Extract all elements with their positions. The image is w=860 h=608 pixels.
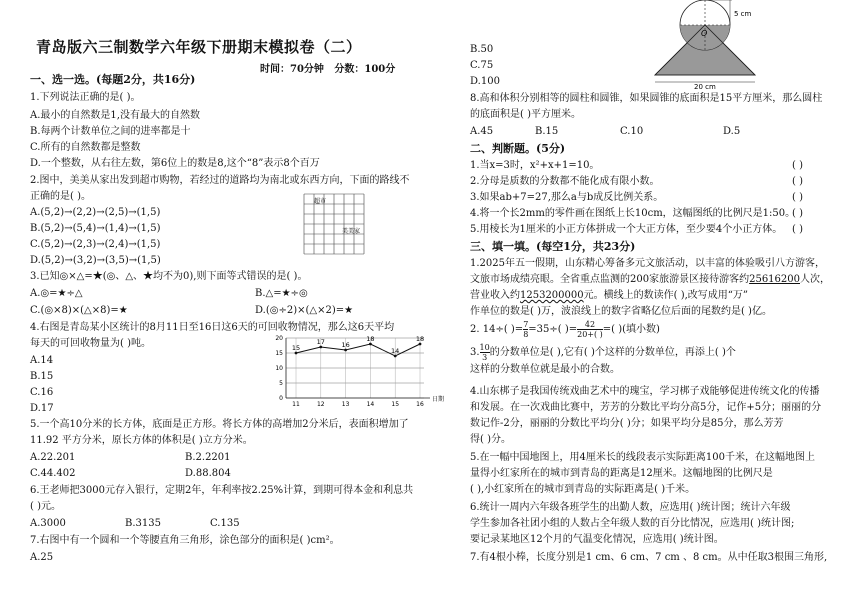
y-tick-label: 5 [279,380,283,387]
section-choice-heading: 一、选一选。(每题2分，共16分) [30,73,196,86]
section-judge-heading: 二、判断题。(5分) [470,142,566,155]
q8-option-a: A.45 [470,126,494,137]
fill-1-line3-pre: 营业收入约 [470,290,520,301]
y-tick-label: 10 [275,365,283,372]
x-tick-label: 15 [391,401,400,408]
exam-meta [260,60,395,75]
fill-2-b: =35÷( )= [528,324,578,335]
fill-4-line4: 得( )分。 [470,434,511,445]
y-tick-label: 0 [279,395,283,402]
judge-1: 1.当x=3时，x²+x+1=10。 [470,160,600,171]
q8-option-c: C.10 [620,126,644,137]
fill-3-fraction [480,343,490,362]
data-label: 18 [415,335,425,343]
wavy-number: 1253200000 [520,290,584,301]
fill-3-pre: 3. [470,347,480,358]
q2-text: 2.图中，美美从家出发到超市购物，若经过的道路均为南北或东西方向，下面的路线不 [30,175,410,186]
fill-1-line2-suf: 人次， [800,274,830,285]
score-label: 分数：100分 [334,64,396,75]
time-label: 时间：70分钟 [260,64,324,75]
q4-option-a: A.14 [30,355,54,366]
q3-text: 3.已知◎×△=★(◎、△、★均不为0),则下面等式错误的是( )。 [30,271,308,282]
q5-text: 5.一个高10分米的长方体，底面是正方形。将长方体的高增加2分米后，表面积增加了 [30,419,409,430]
q6-text: 6.王老师把3000元存入银行，定期2年，年利率按2.25%计算，到期可得本金和利息共 [30,485,414,496]
fill-2-fraction-denominator: 8 [523,330,529,339]
q7-option-a: A.25 [30,552,54,563]
q8-text: 8.高和体积分别相等的圆柱和圆锥，如果圆锥的底面积是15平方厘米，那么圆柱 [470,93,823,104]
q2-option-b: B.(5,2)→(5,4)→(1,4)→(1,5) [30,223,161,234]
data-label: 14 [391,347,400,355]
q8-text-cont: 的底面积是( )平方厘米。 [470,109,581,120]
q2-option-d: D.(5,2)→(3,2)→(3,5)→(1,5) [30,255,161,266]
data-point [419,343,422,346]
y-tick-label: 15 [275,350,283,357]
q6-option-b: B.3135 [125,518,161,529]
fill-2-fraction-numerator: 7 [523,320,529,329]
q2-option-a: A.(5,2)→(2,2)→(2,5)→(1,5) [30,207,161,218]
fill-4-line3: 数记作-2分，丽丽的分数比平均分( )分；如果平均分是85分，那么芳芳 [470,418,784,429]
data-label: 18 [366,335,375,343]
fill-2-fraction2-numerator: 42 [577,320,603,330]
series-line [296,344,420,356]
q1-option-a: A.最小的自然数是1,没有最大的自然数 [30,110,200,121]
q4-option-b: B.15 [30,371,54,382]
q5-option-d: D.88.804 [185,468,231,479]
judge-2-paren: ( ) [792,176,803,187]
fill-3-denominator: 3 [482,353,488,362]
fill-1-line3-suf: 元。横线上的数读作( ),改写成用“万” [583,290,749,301]
q7-circle-triangle-figure [650,0,780,90]
q2-text-cont: 正确的是( )。 [30,191,91,202]
x-tick-label: 13 [341,401,350,408]
center-label: O [701,29,708,38]
q6-option-c: C.135 [210,518,240,529]
fill-3-line2: 这样的分数单位就是最小的合数。 [470,364,620,375]
judge-3-paren: ( ) [792,192,803,203]
radius-label: 5 cm [734,10,752,18]
judge-4: 4.将一个长2mm的零件画在图纸上长10cm，这幅图纸的比例尺是1:50。 [470,208,796,219]
judge-5: 5.用棱长为1厘米的小正方体拼成一个大正方体，至少要4个小正方体。 [470,224,783,235]
fill-6: 6.统计一周内六年级各班学生的出勤人数，应选用( )统计图；统计六年级 [470,502,791,513]
base-label: 20 cm [694,83,716,90]
fill-2-a: 2. 14÷( )= [470,324,524,335]
q6-text-cont: ( )元。 [30,501,61,512]
q7-text: 7.右图中有一个圆和一个等腰直角三角形，涂色部分的面积是( )cm²。 [30,535,340,546]
judge-5-paren: ( ) [792,224,803,235]
q3-option-c: C.(◎×8)×(△×8)=★ [30,305,128,316]
fill-2-c: =( )(填小数) [602,324,660,335]
data-label: 16 [341,341,350,349]
fill-1-line2 [470,274,830,286]
q4-option-c: C.16 [30,387,54,398]
q1-text: 1.下列说法正确的是( )。 [30,92,141,103]
data-point [344,349,347,352]
fill-2-fraction2-denominator: 20+( ) [577,330,603,339]
underlined-number: 25616200 [749,274,800,285]
data-point [369,343,372,346]
data-point [394,355,397,358]
q3-option-d: D.(◎÷2)×(△×2)=★ [255,305,354,316]
fill-4: 4.山东梆子是我国传统戏曲艺术中的瑰宝，学习梆子戏能够促进传统文化的传播 [470,386,820,397]
fill-5-line2: 量得小红家所在的城市到青岛的距离是12厘米。这幅地图的比例尺是 [470,468,773,479]
section-fill-heading: 三、填一填。(每空1分，共23分) [470,240,636,253]
q7-option-b: B.50 [470,44,494,55]
y-tick-label: 20 [275,335,283,342]
q5-text-cont: 11.92 平方分米，原长方体的体积是( )立方分米。 [30,435,253,446]
x-axis-label: 日期 [432,396,445,403]
fill-2-fraction2 [577,320,603,339]
q2-map-grid [300,190,368,258]
fill-6-line3: 要记录某地区12个月的气温变化情况，应选用( )统计图。 [470,534,724,545]
x-tick-label: 16 [416,401,424,408]
q8-option-b: B.15 [535,126,559,137]
q3-option-a: A.◎=★÷△ [30,288,83,299]
q7-option-d: D.100 [470,76,500,87]
data-point [319,346,322,349]
judge-2: 2.分母是质数的分数都不能化成有限小数。 [470,176,660,187]
data-label: 15 [291,344,301,352]
data-point [295,352,298,355]
fill-6-line2: 学生参加各社团小组的人数占全年级人数的百分比情况，应选用( )统计图; [470,518,795,529]
q1-option-c: C.所有的自然数都是整数 [30,142,141,153]
fill-1-line3 [470,290,748,302]
q4-option-d: D.17 [30,403,54,414]
fill-2 [470,320,660,339]
page-title: 青岛版六三制数学六年级下册期末模拟卷（二） [36,38,362,56]
q6-option-a: A.3000 [30,518,66,529]
fill-1-line2-pre: 文旅市场成绩亮眼。全省重点监测的200家旅游景区接待游客约 [470,274,750,285]
map-supermarket-label: 超市 [314,198,327,205]
fill-5: 5.在一幅中国地图上，用4厘米长的线段表示实际距离100千米，在这幅地图上 [470,452,815,463]
q3-option-b: B.△=★÷◎ [255,288,308,299]
fill-3-suf: 的分数单位是( ),它有( )个这样的分数单位，再添上( )个 [489,347,736,358]
q8-option-d: D.5 [723,126,741,137]
fill-7: 7.有4根小棒，长度分别是1 cm、6 cm、7 cm 、8 cm。从中任取3根围三角形, [470,552,828,563]
map-home-label: 美美家 [342,228,361,235]
x-tick-label: 14 [366,401,375,408]
fill-1: 1.2025年五一假期，山东精心筹备多元文旅活动，以丰富的体验吸引八方游客， [470,258,825,269]
fill-1-line4: 作单位的数是( )万，波浪线上的数字省略亿位后面的尾数约是( )亿。 [470,306,772,317]
q5-option-b: B.2.2201 [185,452,231,463]
fill-4-line2: 和发展。在一次戏曲比赛中，芳芳的分数比平均分高5分，记作+5分；丽丽的分 [470,402,822,413]
fill-5-line3: ( ),小红家所在的城市到青岛的实际距离是( )千米。 [470,484,696,495]
q5-option-a: A.22.201 [30,452,76,463]
q1-option-b: B.每两个计数单位之间的进率都是十 [30,126,191,137]
data-label: 17 [316,338,325,346]
q5-option-c: C.44.402 [30,468,76,479]
q7-option-c: C.75 [470,60,494,71]
q4-text: 4.右图是青岛某小区统计的8月11日至16日这6天的可回收物情况，那么这6天平均 [30,322,395,333]
q4-line-chart [264,332,454,412]
q2-option-c: C.(5,2)→(2,3)→(2,4)→(1,5) [30,239,161,250]
q4-text-cont: 每天的可回收物量为( )吨。 [30,338,151,349]
fill-3 [470,343,736,362]
judge-1-paren: ( ) [792,160,803,171]
fill-3-numerator: 10 [479,343,490,352]
x-tick-label: 11 [292,401,300,408]
x-tick-label: 12 [316,401,325,408]
judge-3: 3.如果ab+7=27,那么a与b成反比例关系。 [470,192,664,203]
judge-4-paren: ( ) [792,208,803,219]
q1-option-d: D.一个整数，从右往左数，第6位上的数是8,这个“8”表示8个百万 [30,158,320,169]
